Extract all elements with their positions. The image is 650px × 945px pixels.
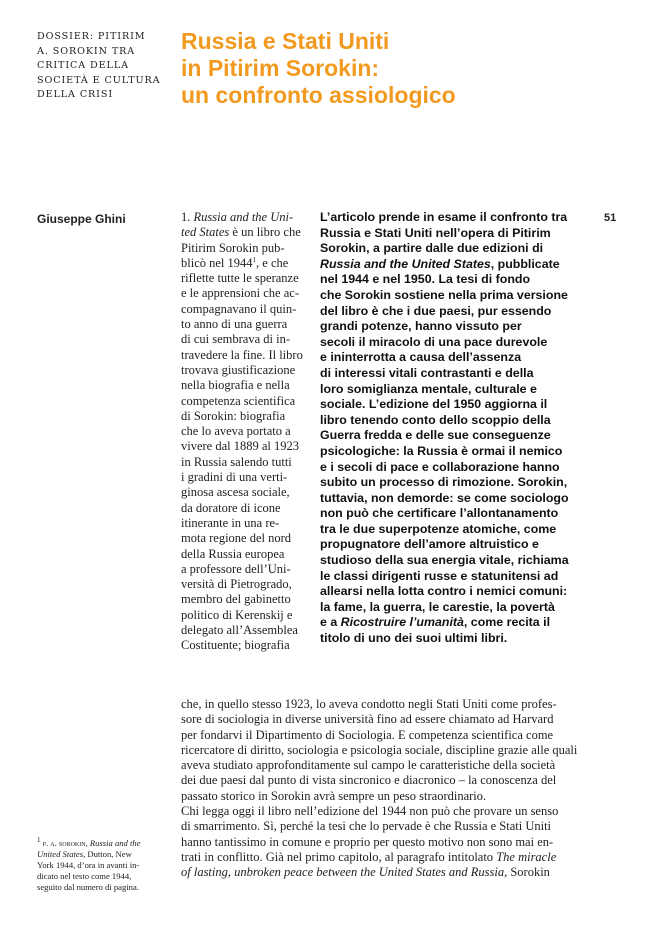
title-line: un confronto assiologico (181, 82, 456, 108)
abstract-line: libro tenendo conto dello scoppio della (320, 412, 551, 427)
article-title (181, 28, 601, 109)
page-number: 51 (604, 212, 617, 224)
footnote-author: p. a. sorokin (42, 838, 86, 848)
body-line: versità di Pietrogrado, (181, 577, 292, 592)
abstract-line: e ininterrotta a causa dell’assenza (320, 350, 522, 365)
body-line: of lasting, unbroken peace between the United States and Russia, Sorokin (181, 865, 550, 880)
body-line: trati in conflitto. Già nel primo capitolo, al paragrafo intitolato The miracle (181, 849, 557, 864)
body-line: membro del gabinetto (181, 592, 291, 607)
body-line: trovava giustificazione (181, 362, 296, 377)
abstract-line: allearsi nella lotta contro i nemici comuni: (320, 584, 568, 599)
footnote-line: $^1$ p. a. sorokin, Russia and the (37, 836, 141, 848)
body-line: aveva studiato approfonditamente sul campo le caratteristiche della società (181, 758, 556, 773)
body-line: compagnavano il quin- (181, 301, 297, 316)
body-line: da doratore di icone (181, 500, 281, 515)
author-name: Giuseppe Ghini (37, 212, 126, 226)
body-line: in Russia salendo tutti (181, 454, 292, 469)
footnote-number: 1 (37, 836, 41, 845)
dossier-label (37, 30, 177, 103)
body-line: di cui sembrava di in- (181, 332, 290, 347)
body-line: che lo aveva portato a (181, 424, 291, 439)
dossier-line: DOSSIER: PITIRIM (37, 31, 146, 42)
title-line: in Pitirim Sorokin: (181, 55, 380, 81)
dossier-line: SOCIETÀ E CULTURA (37, 74, 161, 86)
body-line: vivere dal 1889 al 1923 (181, 439, 300, 454)
book-title-italic: Russia and the Uni- (193, 210, 294, 224)
body-line: a professore dell’Uni- (181, 561, 291, 576)
body-column-narrow (181, 210, 311, 654)
body-line: i gradini di una verti- (181, 470, 288, 485)
abstract (320, 210, 610, 647)
body-line: competenza scientifica (181, 393, 296, 408)
abstract-line: sociale. L’edizione del 1950 aggiorna il (320, 397, 548, 412)
section-title-italic: The miracle (496, 849, 557, 864)
footnote-line: York 1944, d’ora in avanti in- (37, 859, 140, 870)
body-line: che, in quello stesso 1923, lo aveva condotto negli Stati Uniti come profes- (181, 697, 557, 711)
body-line: blicò nel 1944$^1$, e che (181, 255, 289, 270)
footnote-line: seguito dal numero di pagina. (37, 881, 139, 892)
body-line: ricercatore di diritto, sociologia e psicologia sociale, discipline grazie alle quali (181, 742, 578, 757)
dossier-line: A. SOROKIN TRA (37, 45, 136, 57)
body-line: della Russia europea (181, 546, 285, 561)
abstract-line: Russia e Stati Uniti nell’opera di Pitirim (320, 225, 551, 240)
abstract-line: propugnatore dell’amore altruistico e (320, 537, 539, 552)
footnote-ref: 1 (252, 255, 257, 264)
abstract-line: le classi dirigenti russe e statunitensi ad (320, 568, 559, 583)
abstract-line: che Sorokin sostiene nella prima versione (320, 287, 568, 302)
body-line: riflette tutte le speranze (181, 271, 299, 286)
abstract-line: titolo di uno dei suoi ultimi libri. (320, 631, 508, 646)
body-line: passato storico in Sorokin avrà sempre un peso straordinario. (181, 788, 487, 803)
abstract-line: Guerra fredda e delle sue conseguenze (320, 428, 551, 443)
abstract-line: e i secoli di pace e collaborazione hanno (320, 459, 560, 474)
abstract-line: grandi potenze, hanno vissuto per (320, 319, 522, 334)
abstract-line: L’articolo prende in esame il confronto tra (320, 210, 568, 224)
body-line: ginosa ascesa sociale, (181, 485, 290, 500)
abstract-line: studioso della sua energia vitale, richiama (320, 553, 569, 568)
body-line: mota regione del nord (181, 531, 292, 546)
abstract-line: subito un processo di rimozione. Sorokin, (320, 475, 568, 490)
footnote (37, 838, 177, 893)
abstract-line: loro somiglianza mentale, culturale e (320, 381, 537, 396)
abstract-line: del libro è che i due paesi, pur essendo (320, 303, 552, 318)
abstract-line: secoli il miracolo di una pace durevole (320, 334, 548, 349)
book-title-italic: Ricostruire l’umanità (340, 615, 464, 630)
body-line: delegato all’Assemblea (181, 623, 298, 638)
body-line: dei due paesi dal punto di vista sincronico e diacronico – la conoscenza del (181, 773, 557, 788)
book-title-italic: Russia and the United States (320, 256, 491, 271)
abstract-line: tra le due superpotenze atomiche, come (320, 521, 557, 536)
body-line: e le apprensioni che ac- (181, 286, 299, 301)
body-line (181, 210, 311, 225)
abstract-line: e a Ricostruire l’umanità, come recita il (320, 615, 551, 630)
footnote-line: dicato nel testo come 1944, (37, 870, 132, 881)
title-line: Russia e Stati Uniti (181, 28, 390, 54)
footnote-line: United States, Dutton, New (37, 848, 132, 859)
body-line: di Sorokin: biografia (181, 408, 286, 423)
dossier-line: DELLA CRISI (37, 89, 114, 100)
body-line: sore di sociologia in diverse università fino ad essere chiamato ad Harvard (181, 712, 554, 727)
abstract-line: tuttavia, non demorde: se come sociologo (320, 490, 569, 505)
abstract-line: Sorokin, a partire dalle due edizioni di (320, 241, 544, 256)
book-title-italic: ted States (181, 225, 230, 240)
body-line: Pitirim Sorokin pub- (181, 240, 285, 255)
body-line: travedere la fine. Il libro (181, 347, 303, 362)
body-line: per fondarvi il Dipartimento di Sociologia. E competenza scientifica come (181, 727, 554, 742)
abstract-line: non può che certificare l’allontanamento (320, 506, 559, 521)
abstract-line: di interessi vitali contrastanti e della (320, 365, 534, 380)
abstract-line: psicologiche: la Russia è ormai il nemico (320, 443, 563, 458)
abstract-line: nel 1944 e nel 1950. La tesi di fondo (320, 272, 531, 287)
dossier-line: CRITICA DELLA (37, 60, 129, 71)
body-line: nella biografia e nella (181, 378, 290, 393)
body-line: itinerante in una re- (181, 515, 280, 530)
body-line: hanno tantissimo in comune e proprio per questo motivo non sono mai en- (181, 834, 554, 849)
body-line: di smarrimento. Sì, perché la tesi che lo pervade è che Russia e Stati Uniti (181, 819, 552, 834)
section-number: 1. (181, 210, 191, 224)
abstract-line: Russia and the United States, pubblicate (320, 256, 560, 271)
body-line: Costituente; biografia (181, 638, 290, 653)
body-line: to anno di una guerra (181, 317, 288, 332)
abstract-line: la fame, la guerra, le carestie, la povertà (320, 599, 555, 614)
body-column-full (181, 697, 611, 881)
body-line: ted States è un libro che (181, 225, 301, 240)
body-line: Chi legga oggi il libro nell’edizione del 1944 non può che provare un senso (181, 804, 559, 819)
section-title-italic: of lasting, unbroken peace between the United States and Russia (181, 865, 505, 880)
body-line: politico di Kerenskij e (181, 607, 293, 622)
